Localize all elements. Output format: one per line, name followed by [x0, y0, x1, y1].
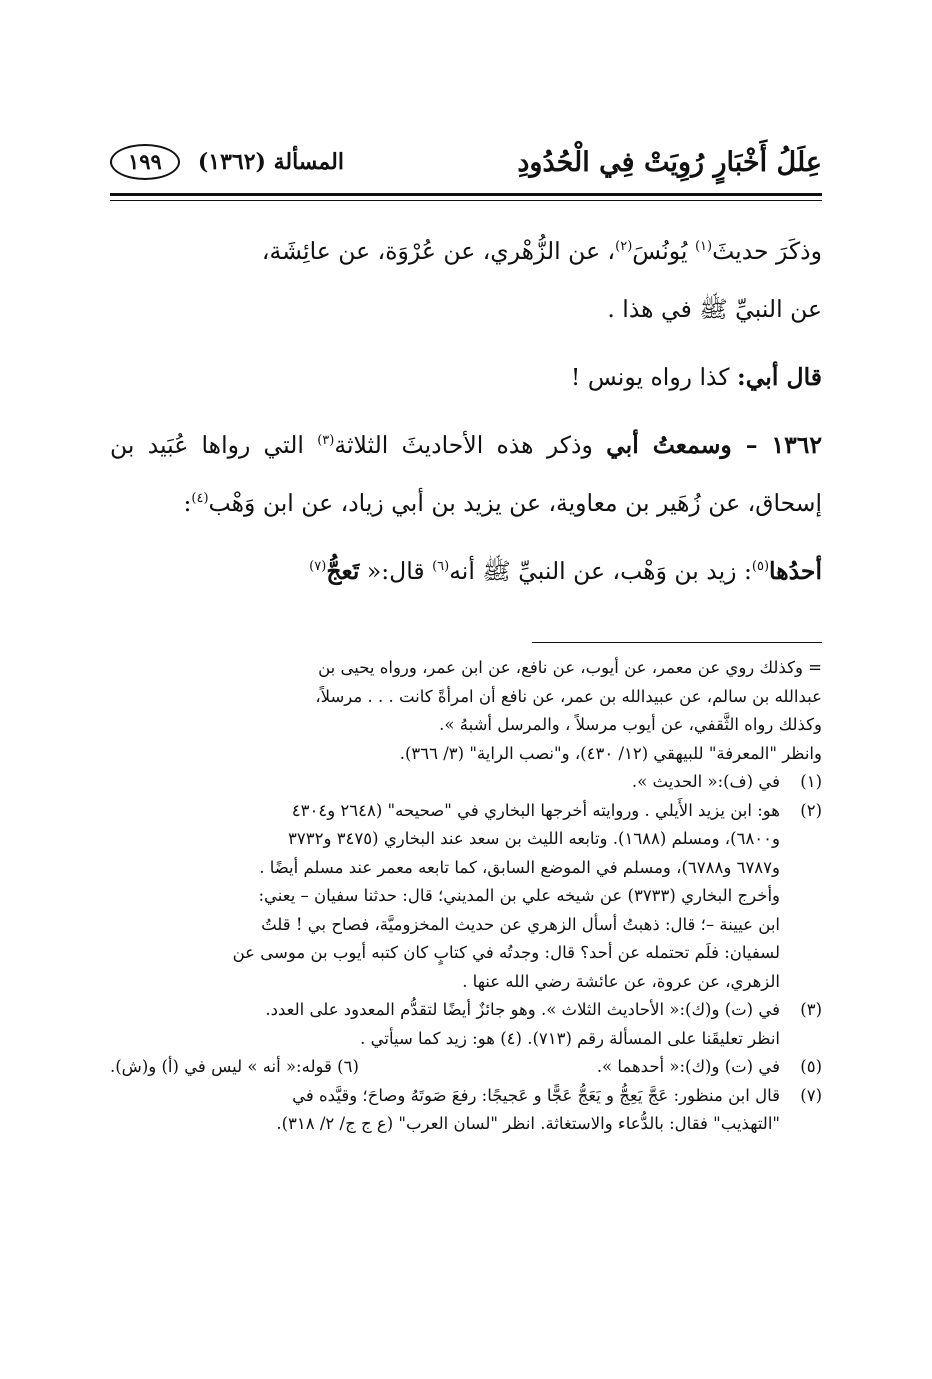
footnote-2: (٢) هو: ابن يزيد الأَيلي . وروايته أخرجها البخاري في "صحيحه" (٢٦٤٨ و٤٣٠٤ و٦٨٠٠)، ومسلم (١٦٨٨). وتابعه الليث بن سعد عند البخاري (٣٤٧٥ و٣٧٣٢ و٦٧٨٧ و٦٧٨٨)، ومسلم في الموضع السابق، كما تابعه معمر عند مسلم أيضًا . وأخرج البخاري (٣٧٣٣) عن شيخه علي بن المديني؛ قال: حدثنا سفيان – يعني: ابن عيينة –؛ قال: ذهبتُ أسأل الزهري عن حديث المخزوميَّة، فصاح بي ! قلتُ لسفيان: فلَم تحتمله عن أحد؟ قال: وجدتُه في كتابٍ كان كتبه أيوب بن موسى عن الزهري، عن عروة، عن عائشة رضي الله عنها . — [110, 797, 822, 997]
page-number: ١٩٩ — [110, 144, 180, 180]
book-title: عِلَلُ أَخْبَارٍ رُوِيَتْ فِي الْحُدُودِ — [517, 146, 822, 178]
footnote-number: (١) — [800, 772, 822, 791]
header-meta — [110, 144, 344, 180]
footnote-number: (٣) — [800, 1000, 822, 1019]
footnote-ref-5: (٥) — [751, 559, 770, 575]
footnote-separator — [532, 642, 822, 643]
footnote-continuation-line: وانظر "المعرفة" للبيهقي (١٢/ ٤٣٠)، و"نصب الراية" (٣/ ٣٦٦). — [399, 743, 822, 763]
footnote-5: (٥) في (ت) و(ك):« أحدهما ». (٦) قوله:« أنه » ليس في (أ) و(ش). — [110, 1053, 822, 1082]
footnote-ref-2: (٢) — [615, 239, 633, 255]
footnote-continuation-line: عبدالله بن سالم، عن عبيدالله بن عمر، عن نافع أن امرأةً كانت . . . مرسلاً، — [315, 686, 822, 706]
paragraph-4: أحدُها$^{(٥)}$: زيد بن وَهْب، عن النبيِّ ﷺ أنه$^{(٦)}$ قال:« تَعجُّ$^{(٧)}$ — [309, 557, 822, 585]
main-text — [110, 222, 822, 600]
footnotes — [110, 654, 822, 1139]
footnote-continuation-line: = وكذلك روي عن معمر، عن أيوب، عن نافع، عن ابن عمر، ورواه يحيى بن — [318, 658, 822, 677]
page-header — [110, 138, 822, 186]
footnote-ref-3: (٣) — [317, 433, 335, 449]
paragraph-1: وذكَرَ حديثَ$^{(١)}$ يُونُسَ$^{(٢)}$، عن الزُّهْري، عن عُرْوَة، عن عائِشَة، عن النبيِّ ﷺ في هذا . — [261, 237, 822, 323]
footnote-ref-1: (١) — [694, 239, 713, 255]
footnote-3: (٣) في (ت) و(ك):« الأحاديث الثلاث ». وهو جائزٌ أيضًا لتقدُّم المعدود على العدد. انظر تعليقَنا على المسألة رقم (٧١٣). (٤) هو: زيد كما سيأتي . — [110, 996, 822, 1053]
footnote-continuation-line: وكذلك رواه الثَّقفي، عن أيوب مرسلاً ، والمرسل أشبهُ ». — [439, 715, 822, 734]
header-rule-thick — [110, 193, 822, 196]
footnote-ref-6: (٦) — [432, 559, 450, 575]
footnote-number: (٢) — [800, 800, 822, 820]
paragraph-2: قال أبي: كذا رواه يونس ! — [570, 363, 822, 391]
header-rule-thin — [110, 200, 822, 201]
masala-label: المسألة (١٣٦٢) — [197, 149, 344, 175]
footnote-number: (٥) — [800, 1057, 822, 1076]
footnote-1: (١) في (ف):« الحديث ». — [110, 768, 822, 797]
footnote-ref-4: (٤) — [191, 491, 209, 507]
footnote-ref-7: (٧) — [309, 559, 327, 575]
footnote-number: (٧) — [800, 1085, 822, 1105]
paragraph-3: ١٣٦٢ – وسمعتُ أبي وذكر هذه الأحاديثَ الثلاثة$^{(٣)}$ التي رواها عُبَيد بن إسحاق، عن زُهَير بن معاوية، عن يزيد بن أبي زياد، عن ابن وَهْب$^{(٤)}$: — [110, 431, 822, 517]
footnote-7: (٧) قال ابن منظور: عَجَّ يَعِجُّ و يَعَجُّ عَجًّا و عَجيجًا: رفعَ صَوتَهُ وصاحَ؛ وقيَّده في "التهذيب" فقال: بالدُّعاء والاستغاثة. انظر "لسان العرب" (ع ج ج/ ٢/ ٣١٨). — [110, 1082, 822, 1139]
